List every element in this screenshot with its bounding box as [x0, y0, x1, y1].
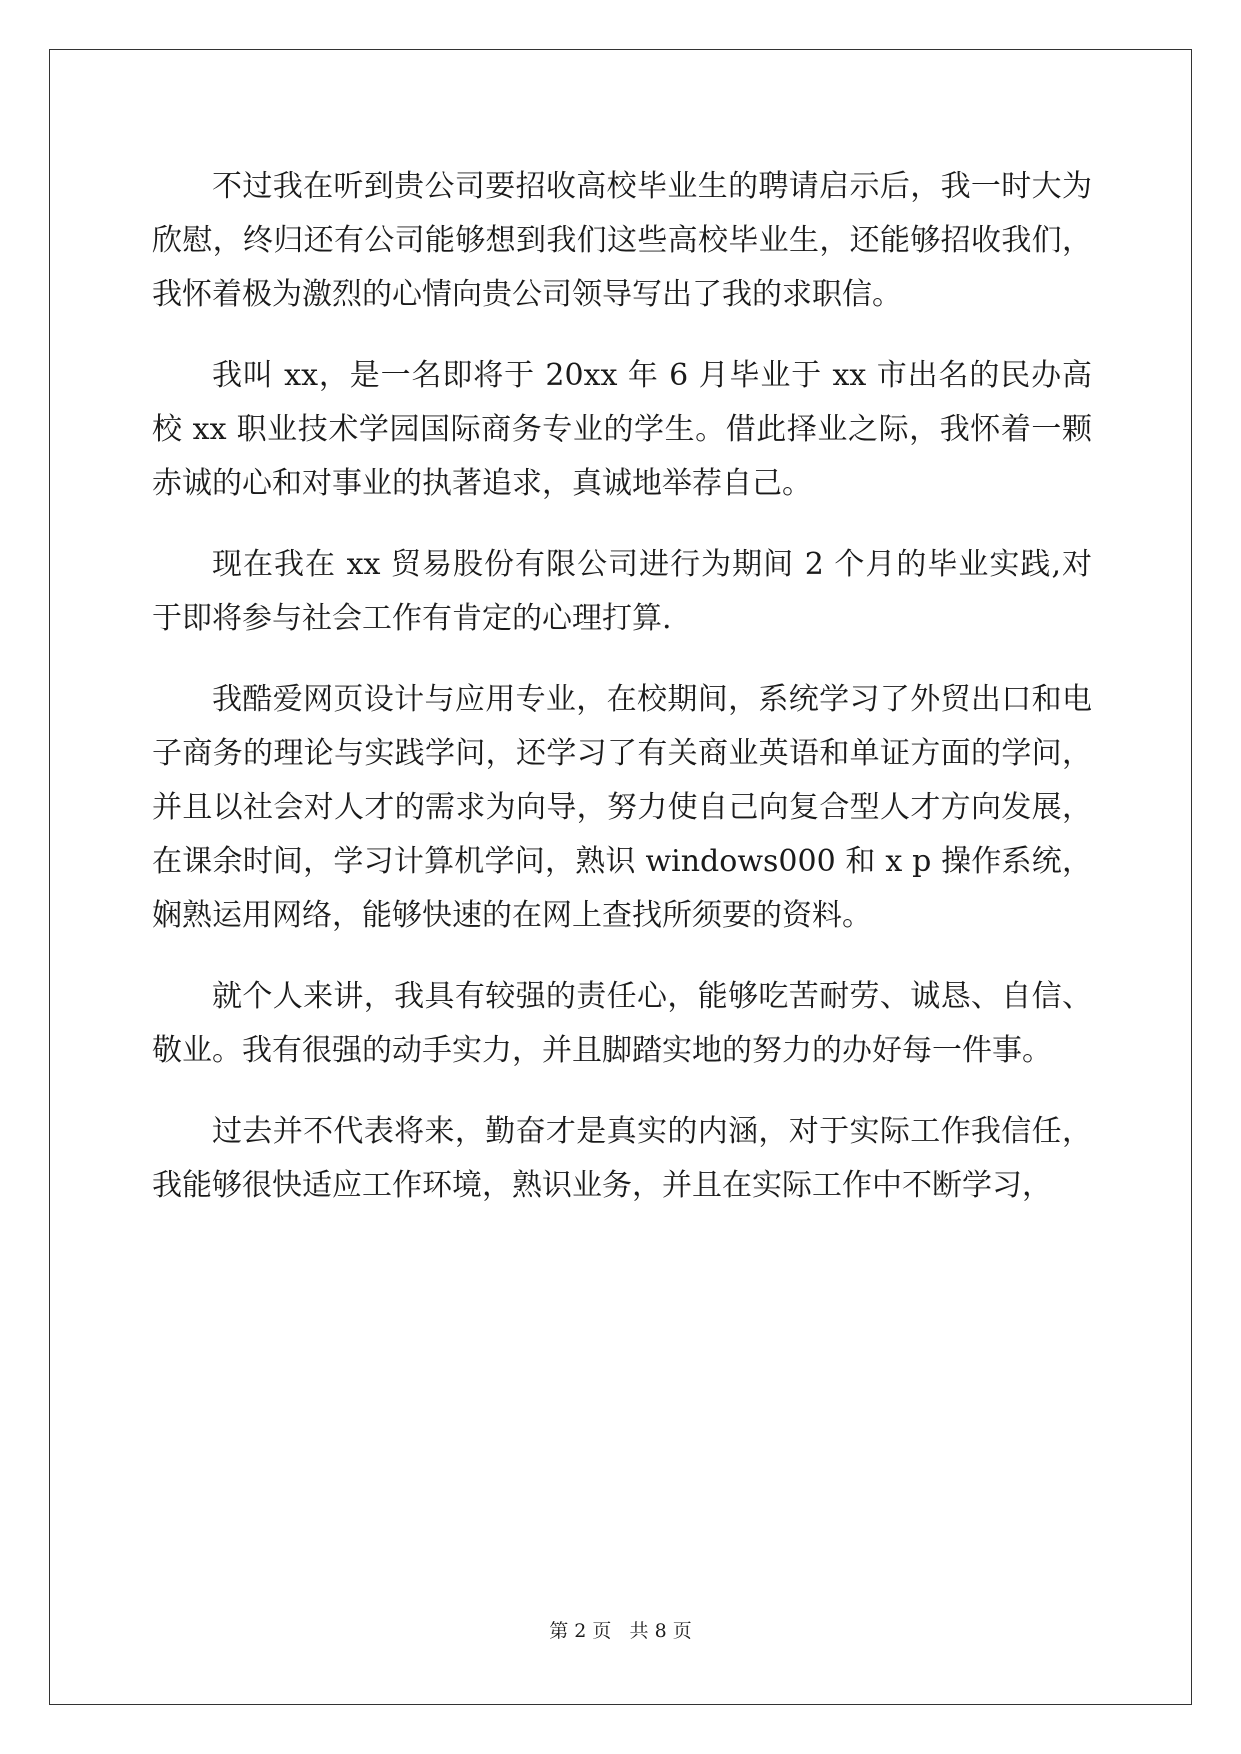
document-body — [152, 160, 1092, 1240]
paragraph-3: 现在我在 xx 贸易股份有限公司进行为期间 2 个月的毕业实践,对于即将参与社会工作有肯定的心理打算. — [152, 547, 1092, 636]
paragraph-4: 我酷爱网页设计与应用专业，在校期间，系统学习了外贸出口和电子商务的理论与实践学问，还学习了有关商业英语和单证方面的学问，并且以社会对人才的需求为向导，努力使自己向复合型人才方向发展，在课余时间，学习计算机学问，熟识 windows000 和 x p 操作系统，娴熟运用网络，能够快速的在网上查找所须要的资料。 — [152, 682, 1092, 933]
paragraph-5: 就个人来讲，我具有较强的责任心，能够吃苦耐劳、诚恳、自信、敬业。我有很强的动手实力，并且脚踏实地的努力的办好每一件事。 — [152, 979, 1092, 1068]
page-number-footer: 第 2 页 共 8 页 — [549, 1620, 692, 1642]
paragraph-1: 不过我在听到贵公司要招收高校毕业生的聘请启示后，我一时大为欣慰，终归还有公司能够想到我们这些高校毕业生，还能够招收我们，我怀着极为激烈的心情向贵公司领导写出了我的求职信。 — [152, 169, 1092, 312]
paragraph-6: 过去并不代表将来，勤奋才是真实的内涵，对于实际工作我信任，我能够很快适应工作环境，熟识业务，并且在实际工作中不断学习， — [152, 1114, 1092, 1203]
paragraph-2: 我叫 xx，是一名即将于 20xx 年 6 月毕业于 xx 市出名的民办高校 xx 职业技术学园国际商务专业的学生。借此择业之际，我怀着一颗赤诚的心和对事业的执著追求，真诚地举荐自己。 — [152, 358, 1092, 501]
